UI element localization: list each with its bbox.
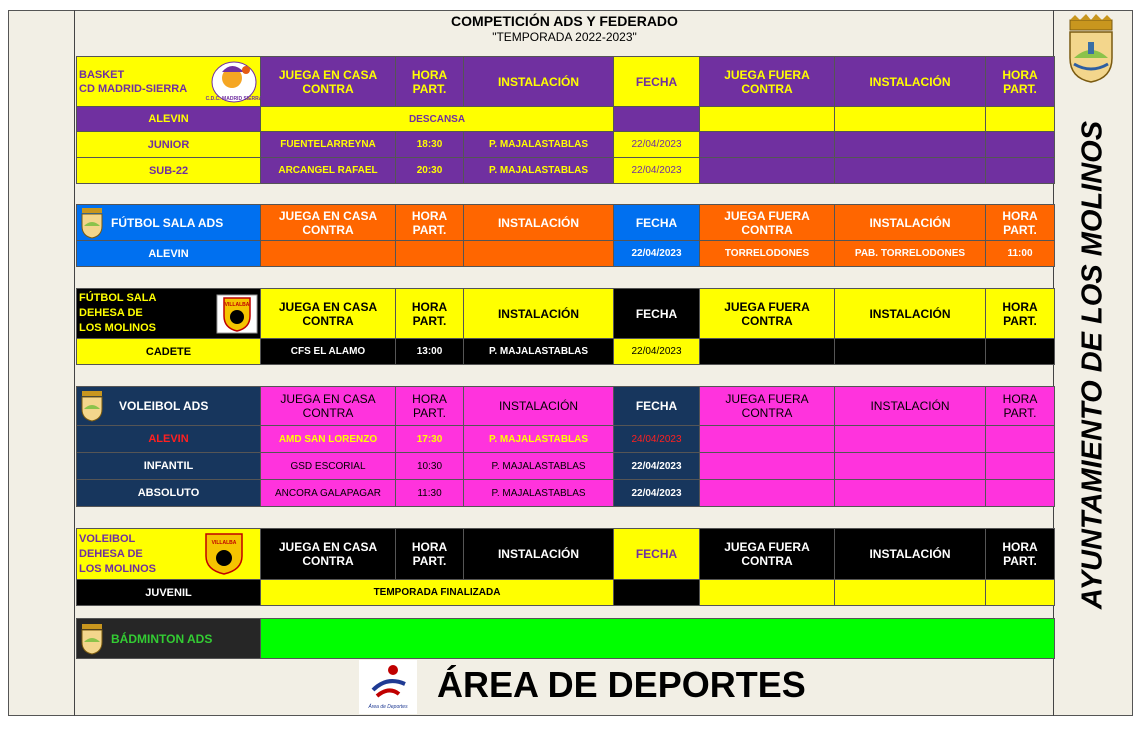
- fecha-cell: 22/04/2023: [614, 158, 700, 184]
- inst2-cell: [835, 158, 986, 184]
- team-cell: JUVENIL: [77, 580, 261, 606]
- fecha-cell: [614, 107, 700, 132]
- team-cell: JUNIOR: [77, 132, 261, 158]
- col-header-home: JUEGA EN CASA CONTRA: [261, 289, 396, 339]
- col-header-hora2: HORA PART.: [986, 289, 1055, 339]
- home-cell: AMD SAN LORENZO: [261, 426, 396, 453]
- inst2-cell: [835, 426, 986, 453]
- col-header-fecha: FECHA: [614, 289, 700, 339]
- basket-label-line2: CD MADRID-SIERRA: [79, 82, 188, 95]
- area-deportes-logo-caption: Área de Deportes: [368, 704, 408, 710]
- hora2-cell: [986, 453, 1055, 480]
- away-cell: TORRELODONES: [700, 241, 835, 267]
- col-header-away: JUEGA FUERA CONTRA: [700, 57, 835, 107]
- badminton-table: [76, 618, 1055, 659]
- hora-cell: 13:00: [396, 339, 464, 365]
- fecha-cell: 24/04/2023: [614, 426, 700, 453]
- inst2-cell: [835, 480, 986, 507]
- away-cell: [700, 426, 835, 453]
- inst-cell: P. MAJALASTABLAS: [464, 480, 614, 507]
- col-header-hora2: HORA PART.: [986, 57, 1055, 107]
- home-cell: FUENTELARREYNA: [261, 132, 396, 158]
- inst2-cell: [835, 339, 986, 365]
- col-header-inst: INSTALACIÓN: [464, 529, 614, 580]
- inst2-cell: [835, 453, 986, 480]
- vertical-org-label: AYUNTAMIENTO DE LOS MOLINOS: [1076, 120, 1109, 610]
- page-subtitle: "TEMPORADA 2022-2023": [492, 30, 637, 44]
- hora2-cell: [986, 339, 1055, 365]
- hora2-cell: 11:00: [986, 241, 1055, 267]
- futsal-dehesa-table: [76, 288, 1055, 365]
- coat-of-arms-icon: [1064, 18, 1118, 84]
- col-header-inst: INSTALACIÓN: [464, 205, 614, 241]
- team-cell: INFANTIL: [77, 453, 261, 480]
- inst2-cell: PAB. TORRELODONES: [835, 241, 986, 267]
- col-header-away: JUEGA FUERA CONTRA: [700, 387, 835, 426]
- col-header-inst2: INSTALACIÓN: [835, 205, 986, 241]
- col-header-hora2: HORA PART.: [986, 529, 1055, 580]
- col-header-hora2: HORA PART.: [986, 387, 1055, 426]
- team-cell: SUB-22: [77, 158, 261, 184]
- col-header-away: JUEGA FUERA CONTRA: [700, 205, 835, 241]
- fecha-cell: 22/04/2023: [614, 480, 700, 507]
- col-header-hora: HORA PART.: [396, 387, 464, 426]
- voleibol-dehesa-club-cell: [77, 529, 261, 580]
- away-cell: [700, 580, 835, 606]
- col-header-inst: INSTALACIÓN: [464, 57, 614, 107]
- basket-table: [76, 56, 1055, 184]
- futsal-dehesa-line1: FÚTBOL SALA: [79, 292, 157, 304]
- futsal-ads-label: FÚTBOL SALA ADS: [111, 215, 224, 230]
- col-header-fecha: FECHA: [614, 387, 700, 426]
- inst-cell: P. MAJALASTABLAS: [464, 453, 614, 480]
- fecha-cell: 22/04/2023: [614, 241, 700, 267]
- col-header-home: JUEGA EN CASA CONTRA: [261, 205, 396, 241]
- fecha-cell: 22/04/2023: [614, 453, 700, 480]
- inst2-cell: [835, 107, 986, 132]
- hora2-cell: [986, 158, 1055, 184]
- hora2-cell: [986, 107, 1055, 132]
- away-cell: [700, 107, 835, 132]
- hora-cell: 17:30: [396, 426, 464, 453]
- hora2-cell: [986, 426, 1055, 453]
- away-cell: [700, 453, 835, 480]
- fecha-cell: [614, 580, 700, 606]
- col-header-inst: INSTALACIÓN: [464, 387, 614, 426]
- fecha-cell: 22/04/2023: [614, 339, 700, 365]
- away-cell: [700, 132, 835, 158]
- col-header-inst2: INSTALACIÓN: [835, 57, 986, 107]
- team-cell: ABSOLUTO: [77, 480, 261, 507]
- col-header-away: JUEGA FUERA CONTRA: [700, 289, 835, 339]
- col-header-home: JUEGA EN CASA CONTRA: [261, 387, 396, 426]
- basket-club-logo-icon: [205, 60, 263, 104]
- col-header-inst2: INSTALACIÓN: [835, 387, 986, 426]
- col-header-hora: HORA PART.: [396, 289, 464, 339]
- badminton-club-cell: [77, 619, 261, 659]
- away-cell: [700, 158, 835, 184]
- futsal-dehesa-club-cell: [77, 289, 261, 339]
- coat-of-arms-icon: [79, 391, 105, 421]
- home-cell: ARCANGEL RAFAEL: [261, 158, 396, 184]
- futsal-ads-club-cell: [77, 205, 261, 241]
- basket-logo-caption: C.D.C. MADRID SIERRA: [205, 95, 263, 102]
- home-cell: GSD ESCORIAL: [261, 453, 396, 480]
- futsal-dehesa-line2: DEHESA DE: [79, 307, 143, 319]
- col-header-hora2: HORA PART.: [986, 205, 1055, 241]
- home-cell: CFS EL ALAMO: [261, 339, 396, 365]
- col-header-fecha: FECHA: [614, 57, 700, 107]
- inst-cell: P. MAJALASTABLAS: [464, 158, 614, 184]
- villalba-club-logo-icon: [202, 532, 246, 576]
- voleibol-dehesa-line2: DEHESA DE: [79, 547, 143, 560]
- futsal-dehesa-line3: LOS MOLINOS: [79, 322, 156, 334]
- home-cell: [261, 241, 396, 267]
- hora-cell: 20:30: [396, 158, 464, 184]
- team-cell: ALEVIN: [77, 241, 261, 267]
- hora-cell: 10:30: [396, 453, 464, 480]
- header: [76, 11, 1053, 57]
- home-cell: ANCORA GALAPAGAR: [261, 480, 396, 507]
- villalba-club-logo-icon: [216, 294, 258, 334]
- inst-cell: P. MAJALASTABLAS: [464, 132, 614, 158]
- rest-note: DESCANSA: [261, 107, 614, 132]
- hora2-cell: [986, 480, 1055, 507]
- voleibol-logo-caption: VILLALBA: [211, 540, 237, 546]
- hora2-cell: [986, 132, 1055, 158]
- inst-cell: P. MAJALASTABLAS: [464, 426, 614, 453]
- inst-cell: P. MAJALASTABLAS: [464, 339, 614, 365]
- away-cell: [700, 339, 835, 365]
- voleibol-dehesa-line3: LOS MOLINOS: [79, 562, 156, 575]
- coat-of-arms-icon: [79, 208, 105, 238]
- inst2-cell: [835, 580, 986, 606]
- coat-of-arms-icon: [79, 624, 105, 654]
- voleibol-ads-table: [76, 386, 1055, 507]
- season-finished-note: TEMPORADA FINALIZADA: [261, 580, 614, 606]
- page-title: COMPETICIÓN ADS Y FEDERADO: [451, 13, 678, 29]
- voleibol-dehesa-table: [76, 528, 1055, 606]
- team-cell: ALEVIN: [77, 107, 261, 132]
- basket-label-line1: BASKET: [79, 68, 125, 81]
- col-header-home: JUEGA EN CASA CONTRA: [261, 57, 396, 107]
- team-cell: ALEVIN: [77, 426, 261, 453]
- futsal-logo-caption: VILLALBA: [224, 301, 250, 308]
- footer: [359, 658, 839, 714]
- col-header-inst2: INSTALACIÓN: [835, 529, 986, 580]
- col-header-home: JUEGA EN CASA CONTRA: [261, 529, 396, 580]
- col-header-hora: HORA PART.: [396, 57, 464, 107]
- fecha-cell: 22/04/2023: [614, 132, 700, 158]
- hora-cell: 11:30: [396, 480, 464, 507]
- footer-title: ÁREA DE DEPORTES: [437, 664, 806, 705]
- hora-cell: 18:30: [396, 132, 464, 158]
- voleibol-dehesa-line1: VOLEIBOL: [79, 532, 136, 545]
- badminton-label: BÁDMINTON ADS: [111, 631, 213, 646]
- left-margin-column: [8, 10, 75, 716]
- col-header-inst2: INSTALACIÓN: [835, 289, 986, 339]
- col-header-hora: HORA PART.: [396, 205, 464, 241]
- hora-cell: [396, 241, 464, 267]
- col-header-fecha: FECHA: [614, 529, 700, 580]
- col-header-fecha: FECHA: [614, 205, 700, 241]
- col-header-hora: HORA PART.: [396, 529, 464, 580]
- basket-club-cell: [77, 57, 261, 107]
- inst-cell: [464, 241, 614, 267]
- voleibol-ads-club-cell: [77, 387, 261, 426]
- inst2-cell: [835, 132, 986, 158]
- hora2-cell: [986, 580, 1055, 606]
- team-cell: CADETE: [77, 339, 261, 365]
- futsal-ads-table: [76, 204, 1055, 267]
- away-cell: [700, 480, 835, 507]
- badminton-empty-cell: [261, 619, 1055, 659]
- col-header-inst: INSTALACIÓN: [464, 289, 614, 339]
- voleibol-ads-label: VOLEIBOL ADS: [119, 399, 209, 413]
- col-header-away: JUEGA FUERA CONTRA: [700, 529, 835, 580]
